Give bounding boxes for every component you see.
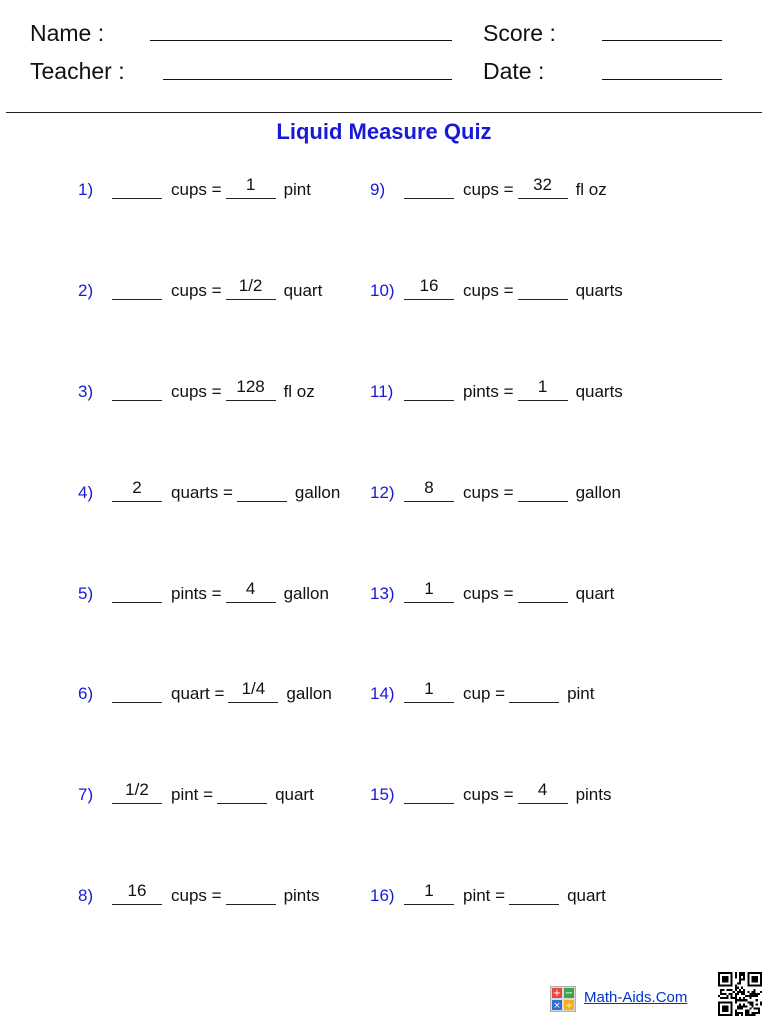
unit-from: cups = xyxy=(463,180,514,199)
header-divider xyxy=(6,112,762,113)
unit-to: quart xyxy=(575,584,615,603)
problem-row xyxy=(370,781,660,809)
problem-number: 9) xyxy=(370,180,386,199)
problem-number: 6) xyxy=(78,684,94,703)
unit-to: quart xyxy=(275,785,314,804)
unit-to: quarts xyxy=(575,281,623,300)
answer-blank-right[interactable] xyxy=(509,882,559,905)
answer-blank-right[interactable]: 1/4 xyxy=(228,680,278,703)
problem-number: 8) xyxy=(78,886,94,905)
problem-number: 11) xyxy=(370,382,394,401)
unit-from: pint = xyxy=(171,785,214,804)
answer-blank-right[interactable] xyxy=(237,479,287,502)
teacher-line[interactable] xyxy=(163,79,452,80)
problem-number: 3) xyxy=(78,382,94,401)
answer-blank-left[interactable]: 8 xyxy=(404,479,454,502)
problem-row xyxy=(370,680,660,708)
unit-to: gallon xyxy=(575,483,621,502)
score-line[interactable] xyxy=(602,40,722,41)
unit-from: cups = xyxy=(171,886,222,905)
answer-blank-right[interactable]: 4 xyxy=(226,580,276,603)
page-title: Liquid Measure Quiz xyxy=(276,119,492,144)
problem-number: 12) xyxy=(370,483,395,502)
problem-row xyxy=(78,277,368,305)
problem-row xyxy=(370,882,660,910)
unit-from: quarts = xyxy=(171,483,233,502)
problem-number: 14) xyxy=(370,684,395,703)
problem-row xyxy=(78,781,368,809)
name-label: Name : xyxy=(30,20,105,46)
problem-row xyxy=(370,176,660,204)
unit-from: cups = xyxy=(463,785,514,804)
problem-row xyxy=(78,479,368,507)
unit-from: cups = xyxy=(463,483,514,502)
date-line[interactable] xyxy=(602,79,722,80)
answer-blank-left[interactable]: 1 xyxy=(404,580,454,603)
unit-to: quart xyxy=(567,886,606,905)
unit-to: pint xyxy=(283,180,311,199)
problem-number: 13) xyxy=(370,584,395,603)
answer-blank-right[interactable] xyxy=(518,277,568,300)
unit-to: quarts xyxy=(575,382,623,401)
answer-blank-left[interactable] xyxy=(404,176,454,199)
problem-row xyxy=(78,882,368,910)
unit-from: cups = xyxy=(463,584,514,603)
problem-row xyxy=(370,277,660,305)
problem-number: 1) xyxy=(78,180,94,199)
answer-blank-left[interactable] xyxy=(112,680,162,703)
answer-blank-left[interactable] xyxy=(404,781,454,804)
answer-blank-left[interactable]: 1 xyxy=(404,680,454,703)
unit-to: fl oz xyxy=(283,382,315,401)
answer-blank-left[interactable] xyxy=(112,378,162,401)
answer-blank-left[interactable]: 16 xyxy=(112,882,162,905)
unit-to: fl oz xyxy=(575,180,607,199)
answer-blank-left[interactable]: 1 xyxy=(404,882,454,905)
svg-text:×: × xyxy=(553,1001,561,1011)
date-label: Date : xyxy=(483,58,545,84)
teacher-label: Teacher : xyxy=(30,58,125,84)
answer-blank-right[interactable]: 1/2 xyxy=(226,277,276,300)
unit-from: pints = xyxy=(171,584,222,603)
answer-blank-right[interactable]: 4 xyxy=(518,781,568,804)
unit-to: pint xyxy=(567,684,595,703)
unit-from: pints = xyxy=(463,382,514,401)
problem-row xyxy=(370,479,660,507)
svg-text:÷: ÷ xyxy=(565,1001,573,1011)
svg-text:+: + xyxy=(552,988,562,999)
score-label: Score : xyxy=(483,20,556,46)
answer-blank-left[interactable] xyxy=(404,378,454,401)
problem-row xyxy=(78,378,368,406)
answer-blank-left[interactable]: 2 xyxy=(112,479,162,502)
problem-number: 4) xyxy=(78,483,94,502)
answer-blank-right[interactable] xyxy=(518,479,568,502)
problem-number: 5) xyxy=(78,584,94,603)
answer-blank-left[interactable]: 1/2 xyxy=(112,781,162,804)
unit-from: pint = xyxy=(463,886,506,905)
unit-from: cup = xyxy=(463,684,506,703)
answer-blank-right[interactable]: 1 xyxy=(226,176,276,199)
problem-number: 2) xyxy=(78,281,94,300)
answer-blank-right[interactable] xyxy=(217,781,267,804)
answer-blank-right[interactable]: 32 xyxy=(518,176,568,199)
problem-number: 16) xyxy=(370,886,395,905)
problem-number: 10) xyxy=(370,281,395,300)
unit-from: cups = xyxy=(171,281,222,300)
unit-from: cups = xyxy=(463,281,514,300)
problem-row xyxy=(370,378,660,406)
unit-to: gallon xyxy=(283,584,329,603)
answer-blank-right[interactable] xyxy=(518,580,568,603)
answer-blank-left[interactable]: 16 xyxy=(404,277,454,300)
math-aids-link[interactable]: Math-Aids.Com xyxy=(584,989,688,1006)
problem-row xyxy=(370,580,660,608)
answer-blank-right[interactable] xyxy=(509,680,559,703)
answer-blank-right[interactable]: 128 xyxy=(226,378,276,401)
problem-number: 7) xyxy=(78,785,94,804)
answer-blank-left[interactable] xyxy=(112,176,162,199)
svg-text:−: − xyxy=(564,988,574,999)
qr-code-icon xyxy=(718,972,762,1016)
unit-to: quart xyxy=(283,281,323,300)
unit-from: cups = xyxy=(171,180,222,199)
name-line[interactable] xyxy=(150,40,452,41)
unit-to: pints xyxy=(283,886,320,905)
answer-blank-right[interactable] xyxy=(226,882,276,905)
unit-to: gallon xyxy=(286,684,332,703)
unit-from: quart = xyxy=(171,684,225,703)
problem-row xyxy=(78,176,368,204)
unit-to: pints xyxy=(575,785,612,804)
calculator-icon xyxy=(550,986,576,1012)
unit-to: gallon xyxy=(294,483,341,502)
answer-blank-left[interactable] xyxy=(112,580,162,603)
problem-row xyxy=(78,580,368,608)
problem-row xyxy=(78,680,368,708)
answer-blank-right[interactable]: 1 xyxy=(518,378,568,401)
unit-from: cups = xyxy=(171,382,222,401)
problem-number: 15) xyxy=(370,785,395,804)
answer-blank-left[interactable] xyxy=(112,277,162,300)
